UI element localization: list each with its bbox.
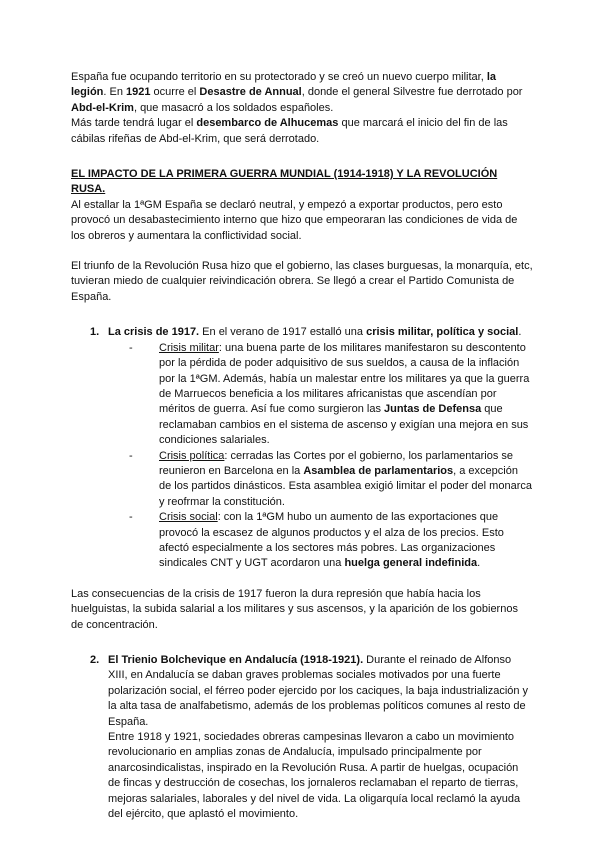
text: : una buena parte de los militares manifestaron su descontento por la pérdida de poder adquisitivo de sus sueldos, a causa de la inflación por la 1ªGM. Además, había un malestar entre los militares ya que la guerra de Marruecos beneficia a los militares africanistas que ascendían por méritos de guerra. Así fue como surgieron las	[159, 341, 530, 416]
item-number: 2.	[90, 654, 100, 666]
bold-term: Juntas de Defensa	[384, 403, 482, 416]
text: .	[477, 557, 481, 570]
sub-item-label: Crisis militar	[159, 341, 219, 354]
sub-item-label: Crisis social	[159, 511, 218, 524]
intro-paragraph-alhucemas	[71, 116, 533, 147]
text: España fue ocupando territorio en su protectorado y se creó un nuevo cuerpo militar,	[71, 71, 487, 83]
text: . En	[103, 86, 127, 99]
dash-bullet: -	[129, 341, 133, 354]
bold-term: Abd-el-Krim	[71, 101, 134, 114]
text: , a excepción de los partidos dinásticos. Esta asamblea exigió limitar el poder del monarca y reofrmar la constitución.	[159, 464, 532, 508]
text: Durante el reinado de Alfonso XIII, en Andalucía se daban graves problemas sociales motivados por una fuerte polarización social, el férreo poder ejercido por los caciques, la baja industrialización y la alta tasa de analfabetismo, además de los problemas políticos comunes al resto de España.	[108, 654, 529, 728]
bold-term: Desastre de Annual	[199, 86, 302, 99]
dash-bullet: -	[129, 511, 133, 524]
intro-paragraph-legion	[71, 70, 533, 116]
item-title: El Trienio Bolchevique en Andalucía (1918-1921).	[108, 654, 364, 666]
bold-term: 1921	[126, 86, 151, 99]
text: .	[518, 326, 522, 339]
text: : con la 1ªGM hubo un aumento de las exportaciones que provocó la escasez de algunos productos y el alza de los precios. Esto afectó especialmente a los sectores más pobres. Las organizaciones sindicales CNT y UGT acordaron una	[159, 511, 504, 570]
dash-bullet: -	[129, 449, 133, 462]
sub-list	[108, 341, 533, 572]
item-paragraph: Entre 1918 y 1921, sociedades obreras campesinas llevaron a cabo un movimiento revolucionario en amplias zonas de Andalucía, impulsado principalmente por anarcosindicalistas, inspirado en la Revolución Rusa. A partir de huelgas, ocupación de fincas y destrucción de cosechas, los jornaleros reclamaban el reparto de tierras, mejoras salariales, laborales y del nivel de vida. La oligarquía local reclamó la ayuda del ejército, que aplastó el movimiento.	[108, 731, 521, 821]
bold-term: huelga general indefinida	[344, 557, 478, 570]
item-lead	[108, 653, 533, 730]
text: que reclamaban cambios en el sistema de ascenso y exigían una mejora en sus condiciones salariales.	[159, 403, 529, 447]
sub-item-crisis-politica	[129, 449, 533, 511]
bold-term: crisis militar, política y social	[366, 326, 519, 339]
item-number: 1.	[90, 326, 100, 339]
text: Más tarde tendrá lugar el	[71, 117, 197, 130]
item-lead	[108, 325, 533, 340]
section-paragraph-2: El triunfo de la Revolución Rusa hizo que el gobierno, las clases burguesas, la monarquía, etc, tuvieran miedo de cualquier reivindicación obrera. Se llegó a crear el Partido Comunista de España.	[71, 260, 533, 303]
numbered-item-crisis-1917	[71, 325, 533, 572]
text: En el verano de 1917 estalló una	[199, 326, 367, 339]
document-page	[71, 70, 533, 822]
text: ocurre el	[150, 86, 200, 99]
item-title: La crisis de 1917.	[108, 326, 200, 339]
section-paragraph-1: Al estallar la 1ªGM España se declaró neutral, y empezó a exportar productos, pero esto provocó un desabastecimiento interno que hizo que empeoraran las condiciones de vida de los obreros y aumentara la conflictividad social.	[71, 198, 518, 242]
text: que marcará el inicio del fin de las cábilas rifeñas de Abd-el-Krim, que será derrotado.	[71, 117, 508, 145]
bold-term: desembarco de Alhucemas	[196, 117, 339, 130]
sub-item-label: Crisis política	[159, 449, 225, 462]
section-heading: EL IMPACTO DE LA PRIMERA GUERRA MUNDIAL (1914-1918) Y LA REVOLUCIÓN RUSA.	[71, 168, 498, 196]
consequences-paragraph: Las consecuencias de la crisis de 1917 fueron la dura represión que había hacia los huelguistas, la subida salarial a los militares y sus ascensos, y la aparición de los gobiernos de concentración.	[71, 587, 518, 631]
sub-item-crisis-social	[129, 510, 533, 572]
numbered-item-trienio-bolchevique	[71, 653, 533, 822]
bold-term: la legión	[71, 71, 496, 99]
text: , que masacró a los soldados españoles.	[133, 101, 334, 114]
text: : cerradas las Cortes por el gobierno, los parlamentarios se reunieron en Barcelona en la	[159, 449, 513, 477]
bold-term: Asamblea de parlamentarios	[303, 464, 454, 477]
sub-item-crisis-militar	[129, 341, 533, 449]
text: , donde el general Silvestre fue derrotado por	[301, 86, 523, 99]
